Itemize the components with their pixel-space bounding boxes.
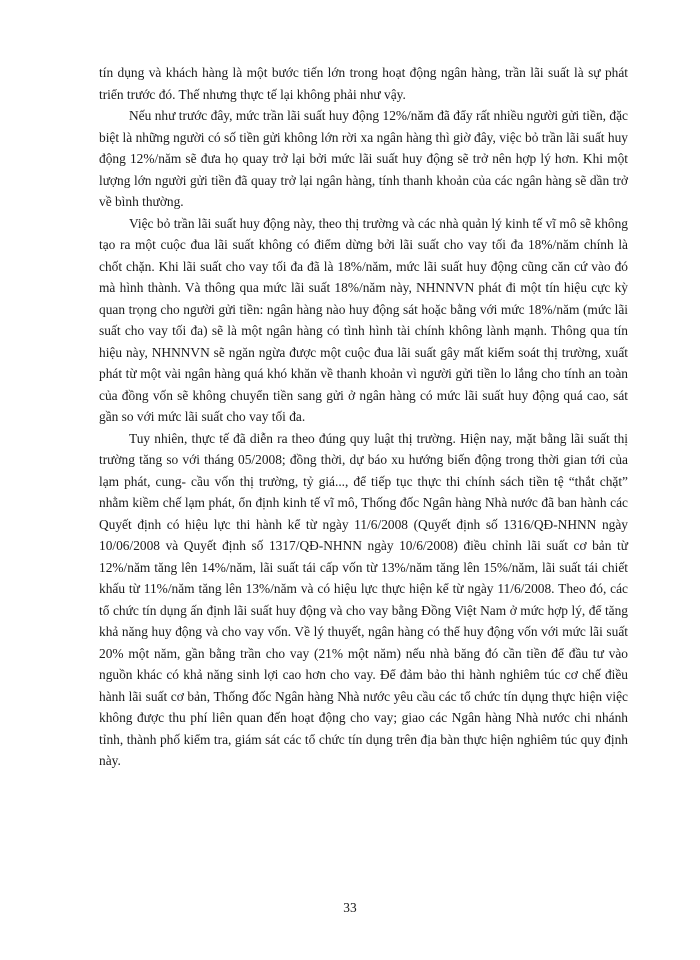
page-number: 33 [343,900,357,915]
paragraph-continuation: tín dụng và khách hàng là một bước tiến lớn trong hoạt động ngân hàng, trần lãi suất là sự phát triển trước đó. Thế nhưng thực tế lại không phải như vậy. [99,65,628,102]
paragraph-deposit-ceiling: Nếu như trước đây, mức trần lãi suất huy động 12%/năm đã đẩy rất nhiều người gửi tiền, đặc biệt là những người có số tiền gửi không lớn rời xa ngân hàng thì giờ đây, việc bỏ trần lãi suất huy động 12%/năm sẽ đưa họ quay trở lại bởi mức lãi suất huy động sẽ trở nên hợp lý hơn. Khi một lượng lớn người gửi tiền đã quay trở lại ngân hàng, tính thanh khoản của các ngân hàng sẽ dần trở về bình thường. [99,108,628,209]
paragraph-rate-race: Việc bỏ trần lãi suất huy động này, theo thị trường và các nhà quản lý kinh tế vĩ mô sẽ không tạo ra một cuộc đua lãi suất không có điểm dừng bởi lãi suất cho vay tối đa 18%/năm chính là chốt chặn. Khi lãi suất cho vay tối đa đã là 18%/năm, mức lãi suất huy động cũng căn cứ vào đó mà hình thành. Và thông qua mức lãi suất 18%/năm này, NHNNVN phát đi một tín hiệu cực kỳ quan trọng cho người gửi tiền: ngân hàng nào huy động sát hoặc bằng với mức 18%/năm (mức lãi suất cho vay tối đa) sẽ là một ngân hàng có tình hình tài chính không lành mạnh. Thông qua tín hiệu này, NHNNVN sẽ ngăn ngừa được một cuộc đua lãi suất gây mất kiểm soát thị trường, xuất phát từ một vài ngân hàng quá khó khăn về thanh khoản vì người gửi tiền lo lắng cho tính an toàn của đồng vốn sẽ không chuyển tiền sang gửi ở ngân hàng có mức lãi suất huy động quá cao, sát gần so với mức lãi suất cho vay tối đa. [99,215,628,424]
paragraph-market-reality: Tuy nhiên, thực tế đã diễn ra theo đúng quy luật thị trường. Hiện nay, mặt bằng lãi suất thị trường tăng so với tháng 05/2008; đồng thời, dự báo xu hướng biến động trong thời gian tới của lạm phát, cung- cầu vốn thị trường, tỷ giá..., để tiếp tục thực thi chính sách tiền tệ “thắt chặt” nhằm kiềm chế lạm phát, ổn định kinh tế vĩ mô, Thống đốc Ngân hàng Nhà nước đã ban hành các Quyết định có hiệu lực thi hành kể từ ngày 11/6/2008 (Quyết định số 1316/QĐ-NHNN ngày 10/06/2008 và Quyết định số 1317/QĐ-NHNN ngày 10/6/2008) điều chỉnh lãi suất cơ bản từ 12%/năm tăng lên 14%/năm, lãi suất tái cấp vốn từ 13%/năm tăng lên 15%/năm, lãi suất tái chiết khấu từ 11%/năm tăng lên 13%/năm và có hiệu lực thực hiện kể từ ngày 11/6/2008. Theo đó, các tổ chức tín dụng ấn định lãi suất huy động và cho vay bằng Đồng Việt Nam ở mức hợp lý, để tăng khả năng huy động và cho vay vốn. Về lý thuyết, ngân hàng có thể huy động vốn với mức lãi suất 20% một năm, gần bằng trần cho vay (21% một năm) nếu nhà băng đó cần tiền để đầu tư vào nguồn khác có khả năng sinh lợi cao hơn cho vay. Để đảm bảo thi hành nghiêm túc cơ chế điều hành lãi suất cơ bản, Thống đốc Ngân hàng Nhà nước yêu cầu các tổ chức tín dụng thực hiện việc không được thu phí liên quan đến hoạt động cho vay; giao các Ngân hàng Nhà nước chi nhánh tỉnh, thành phố kiểm tra, giám sát các tổ chức tín dụng trên địa bàn thực hiện nghiêm túc quy định này. [99,430,628,768]
